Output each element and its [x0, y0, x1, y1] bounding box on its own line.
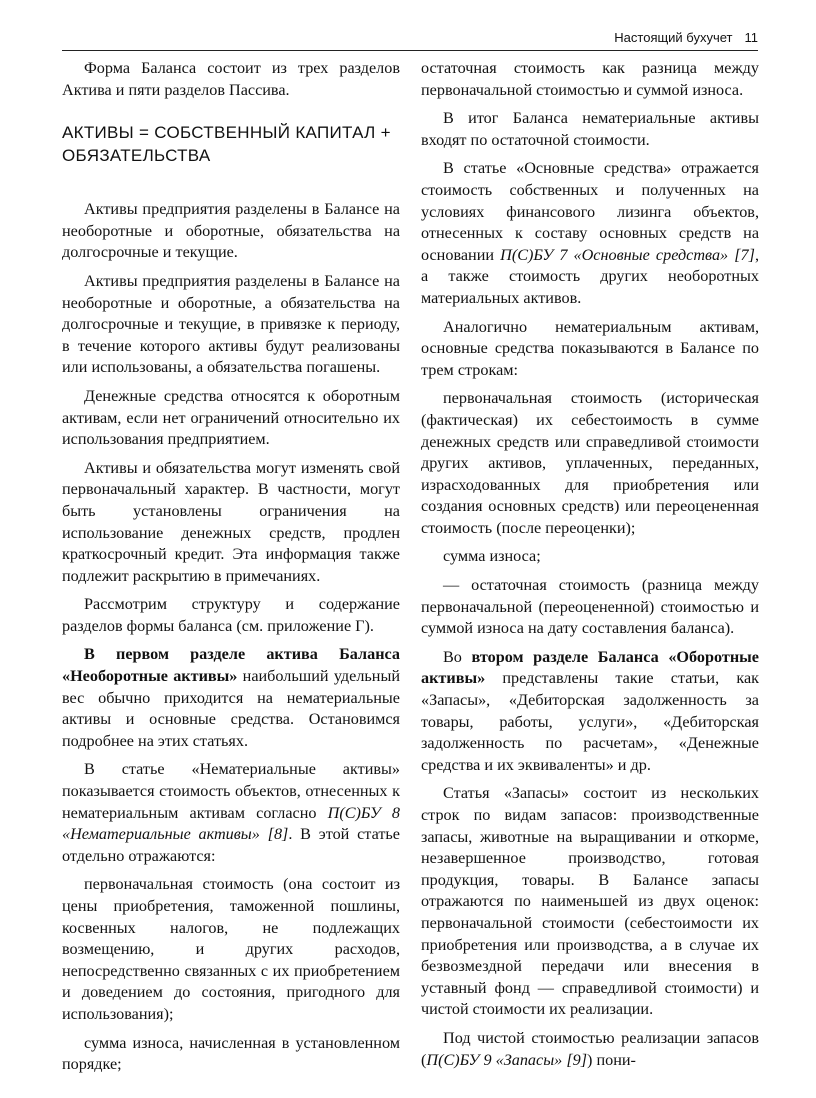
section-heading: АКТИВЫ = СОБСТВЕННЫЙ КАПИТАЛ + ОБЯЗАТЕЛЬСТВА — [62, 123, 391, 166]
paragraph: Денежные средства относятся к оборотным активам, если нет ограничений относительно их использования предприятием. — [62, 386, 400, 449]
left-column — [62, 58, 400, 1083]
list-item: первоначальная стоимость (историческая (фактическая) их себестоимость в сумме денежных средств или справедливой стоимости других активов, уплаченных, переданных, израсходованных для приобретения или создания основных средств) или переоцененная стоимость (после переоценки); — [421, 389, 759, 537]
list-item: — остаточная стоимость (разница между первоначальной (переоцененной) стоимостью и суммой износа на дату составления баланса). — [421, 576, 759, 638]
paragraph: В итог Баланса нематериальные активы входят по остаточной стоимости. — [421, 109, 759, 149]
bold-text: втором разделе Баланса «Оборотные активы» — [421, 647, 759, 688]
list-item: сумма износа; — [443, 547, 541, 566]
paragraph-text: , а также стоимость других необоротных материальных активов. — [421, 245, 759, 307]
paragraph — [421, 647, 759, 777]
bold-text: В первом разделе актива Баланса «Необоротные активы» — [62, 645, 400, 686]
running-header — [62, 30, 758, 51]
paragraph: Активы предприятия разделены в Балансе на необоротные и оборотные, а обязательства на долгосрочные и текущие, в привязке к периоду, в течение которого активы будут реализованы или использованы, а обязательства погашены. — [62, 271, 400, 377]
paragraph-text: . В этой статье отдельно отражаются: — [62, 825, 400, 865]
right-column — [421, 58, 759, 1078]
paragraph-text: Во — [443, 647, 472, 666]
paragraph-text: В статье «Нематериальные активы» показывается стоимость объектов, отнесенных к нематериальным активам согласно — [62, 760, 400, 822]
paragraph — [62, 759, 400, 867]
paragraph-text: Под чистой стоимостью реализации запасов ( — [421, 1028, 759, 1069]
standard-reference: П(С)БУ 7 «Основные средства» [7] — [500, 245, 755, 264]
standard-reference: П(С)БУ 8 «Нематериальные активы» [8] — [62, 803, 401, 844]
paragraph: Аналогично нематериальным активам, основные средства показываются в Балансе по трем строкам: — [421, 317, 759, 379]
paragraph: Форма Баланса состоит из трех разделов Актива и пяти разделов Пассива. — [62, 59, 400, 99]
running-header-title: Настоящий бухучет — [614, 30, 733, 45]
page-number: 11 — [744, 30, 758, 45]
paragraph-text: наибольший удельный вес обычно приходится на нематериальные активы и основные средства. Остановимся подробнее на этих статьях. — [62, 667, 400, 750]
list-item: сумма износа, начисленная в установленном порядке; — [62, 1033, 400, 1074]
paragraph: Рассмотрим структуру и содержание разделов формы баланса (см. приложение Г). — [62, 595, 400, 635]
paragraph-text: представлены такие статьи, как «Запасы», «Дебиторская задолженность за товары, работы, услуги», «Дебиторская задолженность по расчетам», «Денежные средства и их эквиваленты» и др. — [421, 669, 759, 774]
standard-reference: П(С)БУ 9 «Запасы» [9] — [426, 1050, 588, 1069]
paragraph: Статья «Запасы» состоит из нескольких строк по видам запасов: производственные запасы, животные на выращивании и откорме, незавершенное производство, готовая продукция, товары. В Балансе запасы отражаются по наименьшей из двух оценок: первоначальной стоимости (себестоимости их приобретения или производства, а в случае их безвозмездной передачи или внесения в уставный фонд — справедливой стоимости) и чистой стоимости их реализации. — [421, 784, 759, 1019]
paragraph — [421, 1028, 759, 1071]
paragraph-text: ) пони- — [587, 1050, 636, 1069]
paragraph: Активы предприятия разделены в Балансе на необоротные и оборотные, обязательства на долгосрочные и текущие. — [62, 200, 400, 262]
paragraph: Активы и обязательства могут изменять свой первоначальный характер. В частности, могут быть установлены ограничения на использование денежных средств, продлен краткосрочный кредит. Эта информация также подлежит раскрытию в примечаниях. — [62, 458, 400, 585]
list-item: первоначальная стоимость (она состоит из цены приобретения, таможенной пошлины, косвенных налогов, не подлежащих возмещению, и других расходов, непосредственно связанных с их приобретением и доведением до состояния, пригодного для использования); — [62, 875, 400, 1023]
paragraph — [421, 158, 759, 309]
paragraph-text: В статье «Основные средства» отражается стоимость собственных и полученных на условиях финансового лизинга объектов, отнесенных к составу основных средств на основании — [421, 159, 759, 264]
paragraph — [62, 644, 400, 752]
paragraph: остаточная стоимость как разница между первоначальной стоимостью и суммой износа. — [421, 59, 759, 99]
